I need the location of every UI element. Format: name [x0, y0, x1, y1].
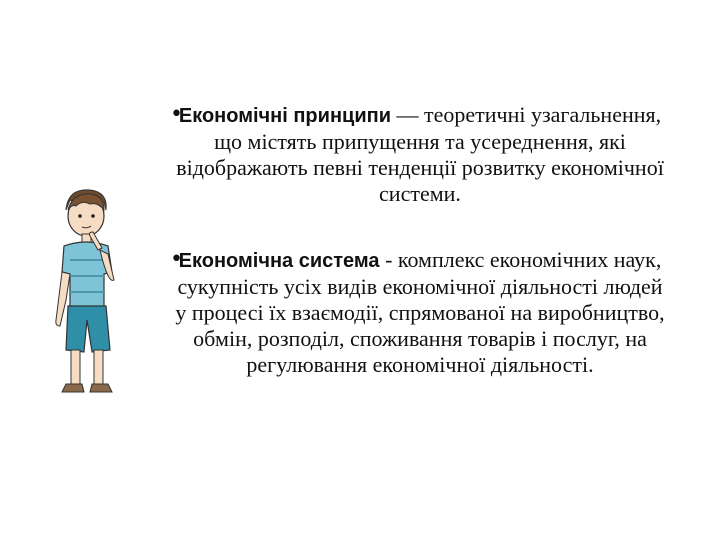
definition-list	[170, 102, 670, 378]
definition-economic-principles: теоретичні узагальнення, що містять припущення та усереднення, які відображають певні тенденції розвитку економічної системи.	[176, 102, 664, 206]
bullet-economic-principles	[170, 102, 670, 207]
term-economic-system: Економічна система	[178, 250, 380, 272]
term-economic-principles: Економічні принципи	[178, 105, 391, 127]
term-separator: -	[379, 247, 398, 272]
definition-economic-system: комплекс економічних наук, сукупність усіх видів економічної діяльності людей у процесі їх взаємодії, спрямованої на виробництво, обмін, розподіл, споживання товарів і послуг, на регулювання економічної діяльності.	[175, 247, 665, 377]
bullet-economic-system	[170, 247, 670, 378]
term-separator: —	[391, 102, 424, 127]
thinking-boy-icon	[38, 180, 138, 405]
bullet-marker: •	[170, 102, 183, 127]
bullet-marker: •	[170, 247, 183, 272]
